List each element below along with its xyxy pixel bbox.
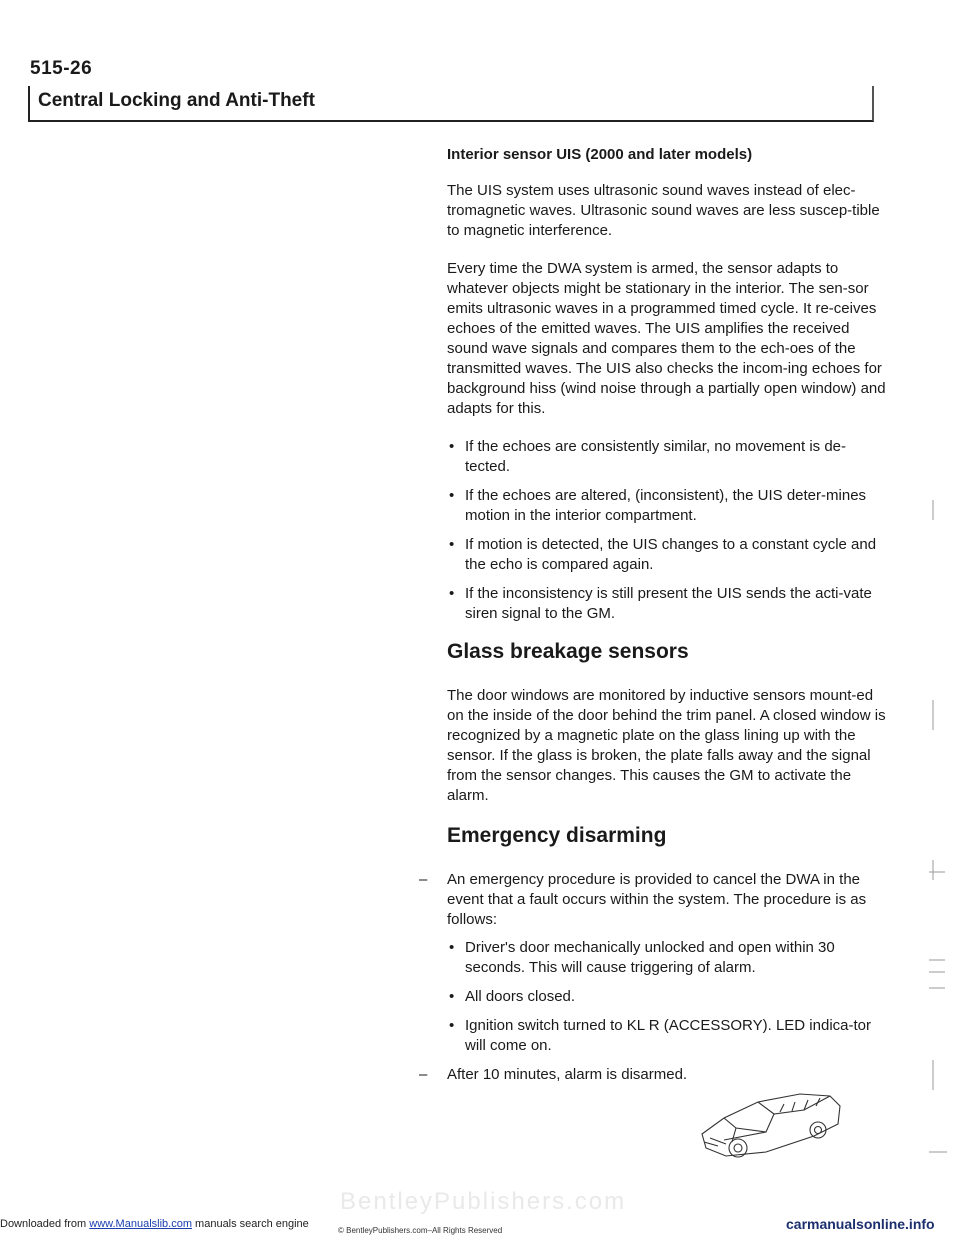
car-illustration <box>696 1082 846 1164</box>
interior-sensor-paragraph-2: Every time the DWA system is armed, the sensor adapts to whatever objects might be stationary in the interior. The sen-sor emits ultrasonic waves in a programmed timed cycle. It re-ceives echoes of the emitted waves. The UIS amplifies the received sound wave signals and compares them to the ech-oes of the transmitted waves. The UIS also checks the incom-ing echoes for background hiss (wind noise through a partially open window) and adapts for this. <box>447 260 886 417</box>
list-item-text: If the echoes are altered, (inconsistent), the UIS deter-mines motion in the interior compartment. <box>465 487 867 524</box>
list-item <box>447 1016 887 1056</box>
emergency-disarming-heading: Emergency disarming <box>447 824 667 847</box>
bullet-icon: • <box>449 939 455 956</box>
dash-icon: – <box>419 1066 428 1083</box>
footer-prefix: Downloaded from <box>0 1218 87 1230</box>
download-footer <box>0 1218 309 1230</box>
footer-suffix: manuals search engine <box>195 1218 309 1230</box>
bullet-icon: • <box>449 585 455 602</box>
list-item <box>447 987 887 1007</box>
list-item-text: Ignition switch turned to KL R (ACCESSORY). LED indica-tor will come on. <box>465 1017 871 1054</box>
list-item-text: If the inconsistency is still present the UIS sends the acti-vate siren signal to the GM. <box>465 585 872 622</box>
list-item-text: Driver's door mechanically unlocked and open within 30 seconds. This will cause triggering of alarm. <box>465 939 835 976</box>
glass-breakage-heading: Glass breakage sensors <box>447 640 689 663</box>
list-item <box>447 437 887 477</box>
list-item <box>447 584 887 624</box>
list-item <box>447 535 887 575</box>
bullet-icon: • <box>449 988 455 1005</box>
scan-artifact-marks <box>915 0 960 1242</box>
list-item <box>447 486 887 526</box>
copyright-notice: © BentleyPublishers.com–All Rights Reserved <box>338 1226 503 1235</box>
section-title: Central Locking and Anti-Theft <box>38 90 315 111</box>
bullet-icon: • <box>449 1017 455 1034</box>
list-item-text: If the echoes are consistently similar, no movement is de-tected. <box>465 438 847 475</box>
dash-icon: – <box>419 871 428 888</box>
bullet-icon: • <box>449 487 455 504</box>
procedure-step-text: After 10 minutes, alarm is disarmed. <box>447 1066 688 1083</box>
main-content <box>419 146 887 1093</box>
section-header-bar <box>28 86 874 122</box>
interior-sensor-bullet-list <box>447 437 887 624</box>
procedure-step-text: An emergency procedure is provided to cancel the DWA in the event that a fault occurs within the system. The procedure is as follows: <box>447 871 867 928</box>
procedure-step <box>419 870 887 930</box>
interior-sensor-subhead: Interior sensor UIS (2000 and later models) <box>447 146 753 163</box>
list-item <box>447 938 887 978</box>
page-number: 515-26 <box>30 58 93 79</box>
glass-breakage-paragraph: The door windows are monitored by inductive sensors mount-ed on the inside of the door behind the trim panel. A closed window is recognized by a magnetic plate on the glass lining up with the sensor. If the glass is broken, the plate falls away and the signal from the sensor changes. This causes the GM to activate the alarm. <box>447 687 886 804</box>
bullet-icon: • <box>449 438 455 455</box>
bullet-icon: • <box>449 536 455 553</box>
interior-sensor-paragraph-1: The UIS system uses ultrasonic sound waves instead of elec-tromagnetic waves. Ultrasonic sound waves are less suscep-tible to magnetic interference. <box>447 182 880 239</box>
publisher-watermark: BentleyPublishers.com <box>340 1188 627 1215</box>
procedure-bullet-list <box>447 938 887 1056</box>
list-item-text: If motion is detected, the UIS changes to a constant cycle and the echo is compared again. <box>465 536 877 573</box>
site-watermark: carmanualsonline.info <box>786 1216 935 1232</box>
list-item-text: All doors closed. <box>465 988 576 1005</box>
manualslib-link[interactable]: www.Manualslib.com <box>89 1218 192 1230</box>
